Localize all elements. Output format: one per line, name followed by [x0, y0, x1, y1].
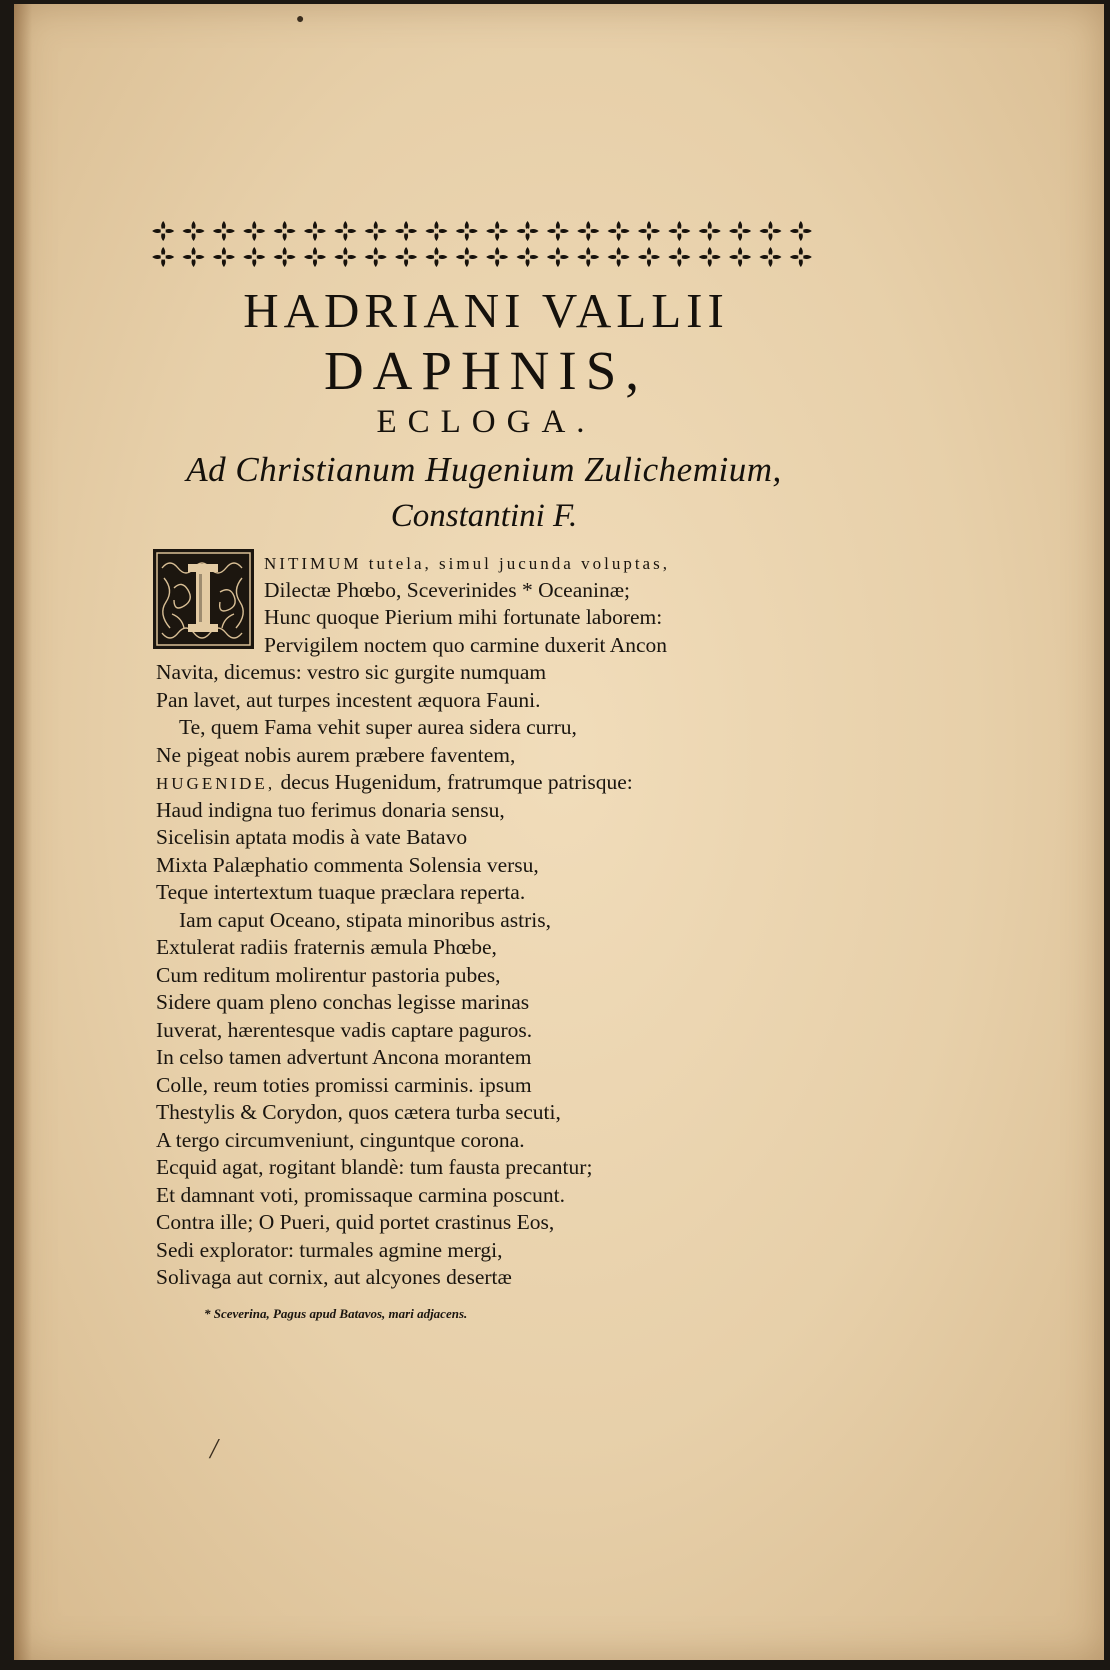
- ink-stroke-icon: /: [210, 1434, 218, 1465]
- page-title-work: DAPHNIS,: [323, 340, 649, 401]
- poem-line: Extulerat radiis fraternis æmula Phœbe,: [156, 935, 497, 959]
- poem-line: Colle, reum toties promissi carminis. ipsum: [156, 1072, 532, 1097]
- poem-line: Navita, dicemus: vestro sic gurgite numquam: [156, 660, 547, 684]
- poem-line: Ne pigeat nobis aurem præbere faventem,: [156, 742, 516, 767]
- poem-line: Teque intertextum tuaque præclara reperta.: [156, 880, 526, 904]
- poem-line: Ecquid agat, rogitant blandè: tum fausta precantur;: [156, 1155, 593, 1179]
- poem-line: Hunc quoque Pierium mihi fortunate laborem:: [264, 605, 663, 629]
- poem-line: Pervigilem noctem quo carmine duxerit Ancon: [264, 632, 668, 657]
- dedication-line-1: Ad Christianum Hugenium Zulichemium,: [186, 450, 782, 489]
- footnote: * Sceverina, Pagus apud Batavos, mari adjacens.: [204, 1306, 468, 1321]
- poem-line: Dilectæ Phœbo, Sceverinides * Oceaninæ;: [264, 577, 631, 602]
- poem-line: Sedi explorator: turmales agmine mergi,: [156, 1237, 503, 1262]
- dedication-line-2: Constantini F.: [390, 498, 578, 534]
- book-page: [14, 4, 1104, 1660]
- poem-line: Contra ille; O Pueri, quid portet crastinus Eos,: [156, 1210, 555, 1234]
- page-title-genre: ECLOGA.: [376, 404, 596, 440]
- poem-line: Iuverat, hærentesque vadis captare paguros.: [156, 1017, 533, 1042]
- poem-line: Solivaga aut cornix, aut alcyones desertæ: [156, 1265, 512, 1289]
- poem-line: NITIMUM tutela, simul jucunda voluptas,: [264, 554, 670, 573]
- poem-line: Sicelisin aptata modis à vate Batavo: [156, 825, 468, 849]
- poem-line: Haud indigna tuo ferimus donaria sensu,: [156, 797, 505, 822]
- poem-line: Cum reditum molirentur pastoria pubes,: [156, 962, 501, 987]
- poem-line: A tergo circumveniunt, cinguntque corona.: [156, 1127, 525, 1152]
- poem-line: In celso tamen advertunt Ancona morantem: [156, 1045, 532, 1069]
- poem-line: Mixta Palæphatio commenta Solensia versu,: [156, 852, 539, 877]
- poem-line: Et damnant voti, promissaque carmina poscunt.: [156, 1182, 566, 1207]
- fleuron-band-icon: [148, 218, 816, 270]
- page-title-author: HADRIANI VALLII: [243, 283, 729, 338]
- poem-text: [156, 549, 816, 1292]
- poem-line: Thestylis & Corydon, quos cætera turba secuti,: [156, 1100, 561, 1124]
- poem-line: Te, quem Fama vehit super aurea sidera curru,: [179, 715, 577, 739]
- ink-speck-icon: ●: [296, 12, 305, 27]
- poem-line: Pan lavet, aut turpes incestent æquora Fauni.: [156, 687, 541, 712]
- poem-line: HUGENIDE, decus Hugenidum, fratrumque patrisque:: [156, 770, 633, 794]
- poem-line: Sidere quam pleno conchas legisse marinas: [156, 990, 530, 1014]
- poem-line: Iam caput Oceano, stipata minoribus astris,: [179, 907, 551, 932]
